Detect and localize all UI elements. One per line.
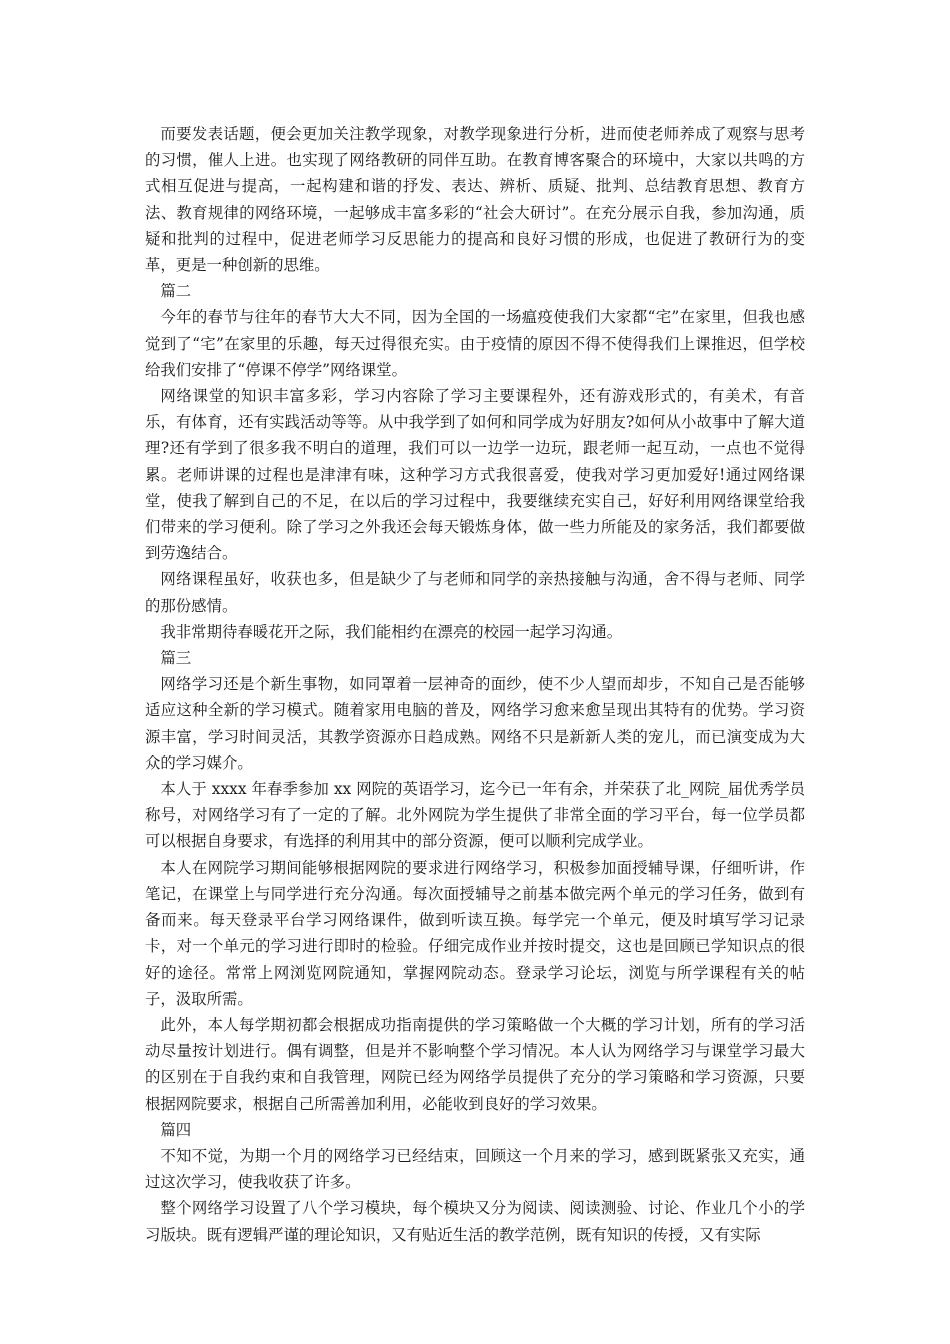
paragraph: 整个网络学习设置了八个学习模块，每个模块又分为阅读、阅读测验、讨论、作业几个小的学习版块。既有逻辑严谨的理论知识，又有贴近生活的教学范例，既有知识的传授，又有实际 bbox=[145, 1199, 805, 1244]
section-heading-2: 篇二 bbox=[160, 282, 192, 301]
paragraph-intro-continued: 而要发表话题，便会更加关注教学现象，对教学现象进行分析，进而使老师养成了观察与思考的习惯，催人上进。也实现了网络教研的同伴互助。在教育博客聚合的环境中，大家以共鸣的方式相互促进与提高，一起构建和谐的抒发、表达、辨析、质疑、批判、总结教育思想、教育方法、教育规律的网络环境，一起够成丰富多彩的“社会大研讨”。在充分展示自我，参加沟通，质疑和批判的过程中，促进老师学习反思能力的提高和良好习惯的形成，也促进了教研行为的变革，更是一种创新的思维。 bbox=[145, 125, 805, 275]
section-heading-3: 篇三 bbox=[160, 649, 192, 668]
paragraph: 不知不觉，为期一个月的网络学习已经结束，回顾这一个月来的学习，感到既紧张又充实，通过这次学习，使我收获了许多。 bbox=[145, 1146, 805, 1192]
paragraph: 网络课程虽好，收获也多，但是缺少了与老师和同学的亲热接触与沟通，舍不得与老师、同学的那份感情。 bbox=[145, 570, 805, 615]
paragraph: 今年的春节与往年的春节大大不同，因为全国的一场瘟疫使我们大家都“宅”在家里，但我也感觉到了“宅”在家里的乐趣，每天过得很充实。由于疫情的原因不得不使得我们上课推迟，但学校给我们安排了“停课不停学”网络课堂。 bbox=[145, 308, 805, 379]
document-body bbox=[145, 121, 805, 1248]
paragraph: 网络课堂的知识丰富多彩，学习内容除了学习主要课程外，还有游戏形式的，有美术，有音乐，有体育，还有实践活动等等。从中我学到了如何和同学成为好朋友?如何从小故事中了解大道理?还有学到了很多我不明白的道理，我们可以一边学一边玩，跟老师一起互动，一点也不觉得累。老师讲课的过程也是津津有味，这种学习方式我很喜爱，使我对学习更加爱好!通过网络课堂，使我了解到自己的不足，在以后的学习过程中，我要继续充实自己，好好利用网络课堂给我们带来的学习便利。除了学习之外我还会每天锻炼身体，做一些力所能及的家务活，我们都要做到劳逸结合。 bbox=[145, 387, 805, 563]
paragraph: 网络学习还是个新生事物，如同罩着一层神奇的面纱，使不少人望而却步，不知自己是否能够适应这种全新的学习模式。随着家用电脑的普及，网络学习愈来愈呈现出其特有的优势。学习资源丰富，学习时间灵活，其教学资源亦日趋成熟。网络不只是新新人类的宠儿，而已演变成为大众的学习媒介。 bbox=[145, 675, 805, 772]
paragraph: 此外，本人每学期初都会根据成功指南提供的学习策略做一个大概的学习计划，所有的学习活动尽量按计划进行。偶有调整，但是并不影响整个学习情况。本人认为网络学习与课堂学习最大的区别在于自我约束和自我管理，网院已经为网络学员提供了充分的学习策略和学习资源，只要根据网院要求，根据自己所需善加利用，必能收到良好的学习效果。 bbox=[145, 1015, 805, 1113]
paragraph: 本人在网院学习期间能够根据网院的要求进行网络学习，积极参加面授辅导课，仔细听讲，作笔记，在课堂上与同学进行充分沟通。每次面授辅导之前基本做完两个单元的学习任务，做到有备而来。每天登录平台学习网络课件，做到听读互换。每学完一个单元，便及时填写学习记录卡，对一个单元的学习进行即时的检验。仔细完成作业并按时提交，这也是回顾已学知识点的很好的途径。常常上网浏览网院通知，掌握网院动态。登录学习论坛，浏览与所学课程有关的帖子，汲取所需。 bbox=[145, 858, 805, 1008]
paragraph: 本人于 xxxx 年春季参加 xx 网院的英语学习，迄今已一年有余，并荣获了北_网院_届优秀学员称号，对网络学习有了一定的了解。北外网院为学生提供了非常全面的学习平台，每一位学员都可以根据自身要求，有选择的利用其中的部分资源，便可以顺利完成学业。 bbox=[145, 780, 805, 851]
paragraph: 我非常期待春暖花开之际，我们能相约在漂亮的校园一起学习沟通。 bbox=[160, 622, 623, 641]
section-heading-4: 篇四 bbox=[160, 1120, 192, 1139]
